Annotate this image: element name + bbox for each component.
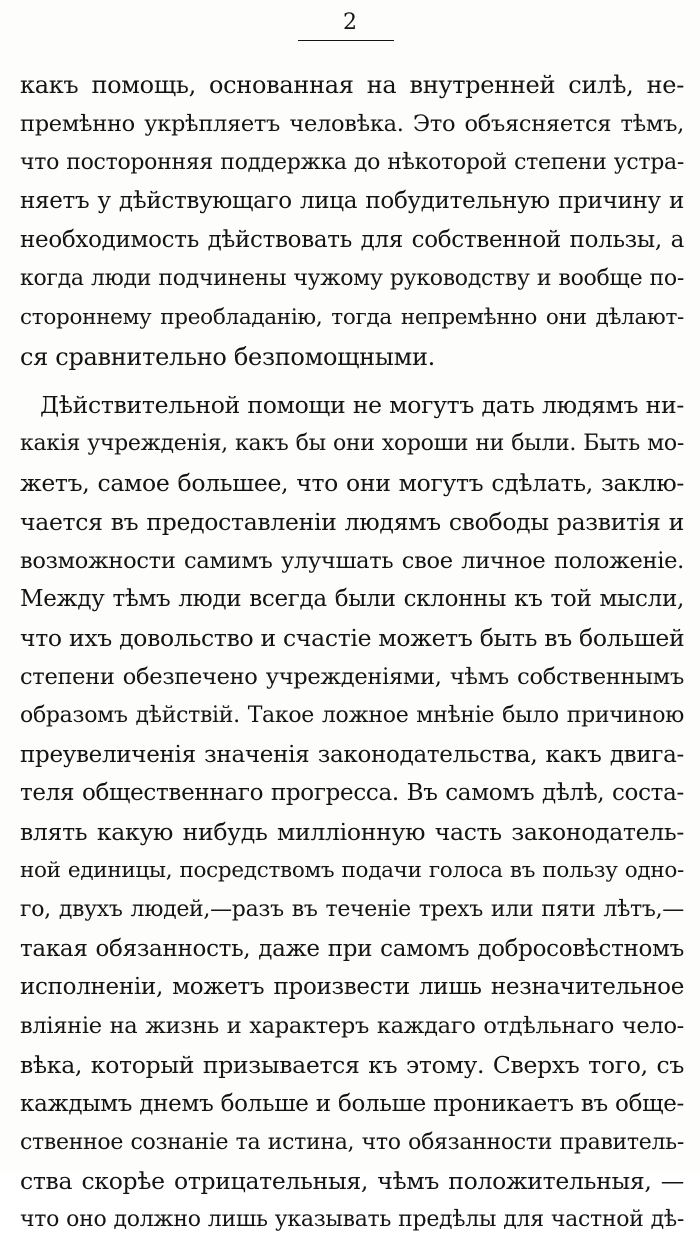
text-line: ственное сознаніе та истина, что обязанности правитель- — [20, 1129, 684, 1155]
text-line: ной единицы, посредствомъ подачи голоса въ пользу одно- — [20, 857, 684, 883]
text-line: каждымъ днемъ больше и больше проникаетъ въ обще- — [20, 1090, 684, 1117]
paragraph-2 — [20, 386, 684, 1240]
page-number: 2 — [343, 10, 357, 35]
text-line: жетъ, самое большее, что они могутъ сдѣлать, заклю- — [20, 468, 684, 497]
text-line: Дѣйствительной помощи не могутъ дать людямъ ни- — [40, 391, 684, 420]
text-line: чается въ предоставленіи людямъ свободы развитія и — [20, 507, 684, 536]
text-line: ства скорѣе отрицательныя, чѣмъ положительныя, — — [20, 1167, 684, 1196]
text-line: что посторонняя поддержка до нѣкоторой степени устра- — [20, 149, 684, 175]
text-line: теля общественнаго прогресса. Въ самомъ дѣлѣ, соста- — [20, 780, 684, 807]
text-line: что оно должно лишь указывать предѣлы для частной дѣ- — [20, 1207, 684, 1233]
text-line: го, двухъ людей,—разъ въ теченіе трехъ или пяти лѣтъ,— — [20, 896, 684, 922]
text-line: влять какую нибудь милліонную часть законодатель- — [20, 818, 684, 847]
text-line: образомъ дѣйствій. Такое ложное мнѣніе было причиною — [20, 702, 684, 728]
text-line: вѣка, который призывается къ этому. Сверхъ того, съ — [20, 1050, 684, 1079]
text-line: вліяніе на жизнь и характеръ каждаго отдѣльнаго чело- — [20, 1013, 684, 1040]
text-line: исполненіи, можетъ произвести лишь незначительное — [20, 974, 684, 1001]
text-line: когда люди подчинены чужому руководству и вообще по- — [20, 265, 684, 291]
paragraph-gap — [20, 376, 684, 386]
text-line: стороннему преобладанію, тогда непремѣнно они дѣлают- — [20, 304, 684, 330]
text-line: степени обезпечено учрежденіями, чѣмъ собственнымъ — [20, 663, 684, 690]
text-line: няетъ у дѣйствующаго лица побудительную причину и — [20, 188, 684, 215]
text-line: ся сравнительно безпомощными. — [20, 342, 436, 371]
text-line: такая обязанность, даже при самомъ добросовѣстномъ — [20, 935, 684, 962]
paragraph-1 — [20, 66, 684, 376]
text-line: премѣнно укрѣпляетъ человѣка. Это объясняется тѣмъ, — [20, 110, 684, 137]
text-line: какія учрежденія, какъ бы они хороши ни были. Быть мо- — [20, 431, 684, 457]
body-text — [20, 66, 684, 1240]
text-line: Между тѣмъ люди всегда были склонны къ той мысли, — [20, 586, 684, 613]
text-line: преувеличенія значенія законодательства, какъ двига- — [20, 741, 684, 768]
text-line: что ихъ довольство и счастіе можетъ быть въ большей — [20, 624, 684, 653]
text-line: какъ помощь, основанная на внутренней силѣ, не- — [20, 71, 684, 99]
text-line: необходимость дѣйствовать для собственной пользы, а — [20, 227, 684, 254]
header-rule — [298, 40, 394, 41]
text-line: возможности самимъ улучшать свое личное положеніе. — [20, 547, 684, 574]
